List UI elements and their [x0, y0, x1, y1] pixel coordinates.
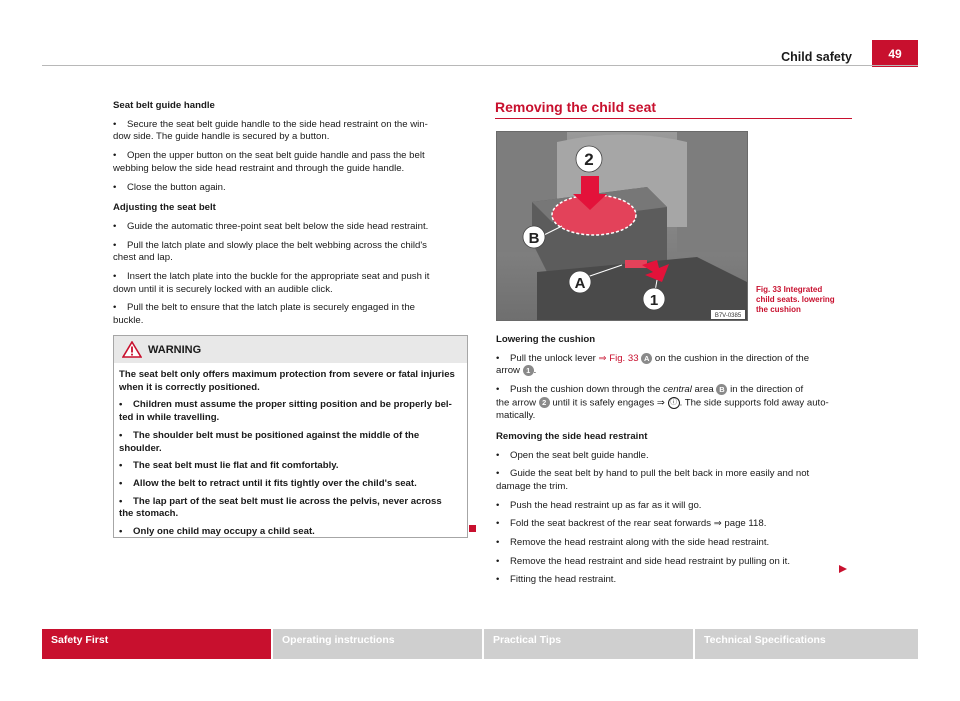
- tab-safety-first[interactable]: Safety First: [42, 629, 271, 659]
- tab-practical-tips[interactable]: Practical Tips: [484, 629, 693, 659]
- end-marker: [469, 525, 476, 532]
- tab-operating-instructions[interactable]: Operating instructions: [273, 629, 482, 659]
- continue-arrow-icon: [838, 564, 848, 574]
- page-number: 49: [872, 40, 918, 67]
- figure-code: B7V-0385: [714, 313, 742, 319]
- svg-text:A: A: [574, 275, 586, 292]
- figure-33: [496, 131, 748, 321]
- warning-item: • The shoulder belt must be positioned against the middle of the shoulder.: [119, 429, 420, 454]
- warning-item: • The seat belt must lie flat and fit comfortably.: [119, 460, 339, 472]
- section-title: Child safety: [781, 50, 852, 64]
- list-item: • Close the button again.: [113, 181, 226, 193]
- list-item: • Remove the head restraint and side head restraint by pulling on it.: [496, 555, 790, 567]
- list-item: • Pull the latch plate and slowly place the belt webbing across the child's chest and lap.: [113, 239, 427, 264]
- list-item: • Pull the unlock lever ⇒ Fig. 33 A on the cushion in the direction of the arrow 1 .: [496, 352, 810, 377]
- list-item: • Remove the head restraint along with the side head restraint.: [496, 537, 770, 549]
- list-item: • Pull the belt to ensure that the latch plate is securely engaged in the buckle.: [113, 302, 415, 327]
- heading-removing-side-head-restraint: Removing the side head restraint: [496, 430, 648, 442]
- warning-header: [114, 336, 467, 363]
- svg-text:B: B: [528, 230, 540, 247]
- heading-lowering-cushion: Lowering the cushion: [496, 334, 596, 345]
- list-item: • Open the seat belt guide handle.: [496, 449, 649, 461]
- label-badge: B: [716, 384, 727, 395]
- heading-adjusting-seat-belt: Adjusting the seat belt: [113, 202, 216, 214]
- warning-item: • Only one child may occupy a child seat.: [119, 526, 315, 538]
- list-item: • Push the head restraint up as far as it will go.: [496, 499, 702, 511]
- heading-seat-belt-guide-handle: Seat belt guide handle: [113, 100, 215, 111]
- list-item: • Push the cushion down through the central area B in the direction of the arrow 2 until it is safely engages ⇒ ⓘ . The side supports fold away auto- matically.: [496, 384, 829, 422]
- list-item: • Secure the seat belt guide handle to the side head restraint on the win- dow side. The guide handle is secured by a button.: [113, 118, 428, 143]
- list-item: • Guide the seat belt by hand to pull the belt back in more easily and not damage the trim.: [496, 468, 810, 492]
- list-item: • Fitting the head restraint.: [496, 574, 617, 586]
- section-heading-rule: [495, 118, 852, 119]
- left-column: [113, 100, 468, 328]
- svg-text:2: 2: [584, 150, 594, 169]
- figure-illustration: [497, 132, 747, 320]
- label-badge: 2: [539, 397, 550, 408]
- warning-title: WARNING: [148, 344, 202, 356]
- warning-icon: [122, 341, 142, 358]
- warning-item: • The lap part of the seat belt must lie across the pelvis, never across the stomach.: [119, 495, 442, 520]
- warning-body: [119, 369, 465, 539]
- note-icon: ⓘ: [668, 397, 680, 409]
- section-heading: Removing the child seat: [495, 99, 657, 115]
- right-column-text: [496, 334, 856, 587]
- warning-item: • Allow the belt to retract until it fits tightly over the child's seat.: [119, 477, 417, 489]
- list-item: • Guide the automatic three-point seat belt below the side head restraint.: [113, 220, 429, 232]
- header-rule: [42, 65, 918, 66]
- warning-intro: The seat belt only offers maximum protection from severe or fatal injuries when it is correctly positioned.: [119, 369, 455, 393]
- warning-box: [113, 335, 468, 538]
- label-badge: A: [641, 353, 652, 364]
- list-item: • Insert the latch plate into the buckle for the appropriate seat and push it down until it is securely locked with an audible click.: [113, 271, 430, 295]
- warning-item: • Children must assume the proper sitting position and be properly bel- ted in while travelling.: [119, 399, 452, 424]
- tab-technical-specifications[interactable]: Technical Specifications: [695, 629, 918, 659]
- label-badge: 1: [523, 365, 534, 376]
- svg-text:1: 1: [649, 292, 659, 309]
- figure-caption: Fig. 33 Integrated child seats. lowering the cushion: [756, 285, 835, 314]
- figure-reference-link[interactable]: ⇒ Fig. 33: [598, 352, 639, 364]
- list-item: • Open the upper button on the seat belt guide handle and pass the belt webbing below the side head restraint and through the guide handle.: [113, 150, 425, 174]
- list-item: • Fold the seat backrest of the rear seat forwards ⇒ page 118.: [496, 518, 767, 530]
